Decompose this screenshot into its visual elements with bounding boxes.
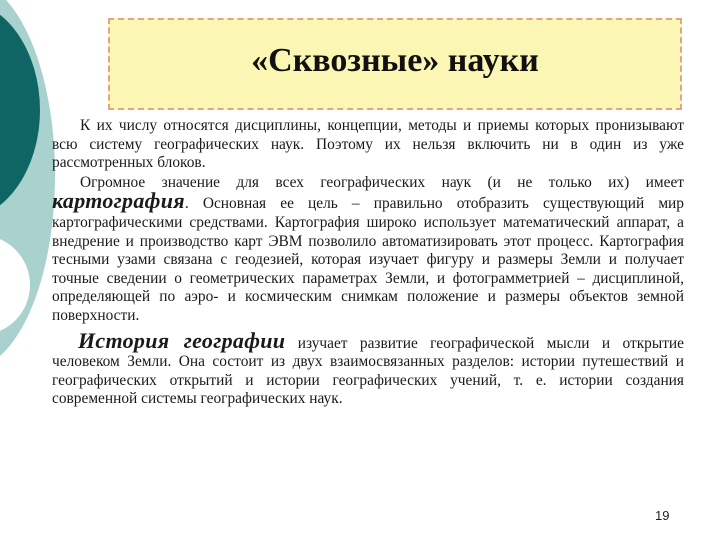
slide-body (52, 117, 684, 409)
paragraph-cartography-text: . Основная ее цель – правильно отобразить существующий мир картографическими средствами. Картография широко использует математический аппарат, а внедрение и производство карт ЭВМ позволило автоматизировать этот процесс. Картография тесными узами связана с геодезией, которая изучает фигуру и размеры Земли и получает точные сведении о геометрических параметрах Земли, и фотограмметрией – дисциплиной, определяющей по аэро- и космическим снимкам положение и размеры объектов земной поверхности. (52, 195, 684, 324)
page-number: 19 (655, 508, 670, 523)
term-history-of-geography: История географии (78, 327, 286, 353)
paragraph-history-text: изучает развитие географической мысли и открытие человеком Земли. Она состоит из двух взаимосвязанных разделов: истории путешествий и географических открытий и истории географических учений, т. е. истории создания современной системы географических наук. (52, 334, 684, 408)
term-cartography: картография (52, 188, 185, 214)
title-box (108, 18, 682, 110)
paragraph-cross-cutting-sciences: К их числу относятся дисциплины, концепции, методы и приемы которых пронизывают всю систему географических наук. Поэтому их нельзя включить ни в один из уже рассмотренных блоков. (52, 117, 684, 172)
paragraph-cartography (52, 174, 684, 326)
paragraph-history-of-geography (52, 327, 684, 409)
slide-title: «Сквозные» науки (251, 42, 539, 79)
paragraph-cartography-intro: Огромное значение для всех географических наук (и не только их) имеет (80, 173, 684, 191)
